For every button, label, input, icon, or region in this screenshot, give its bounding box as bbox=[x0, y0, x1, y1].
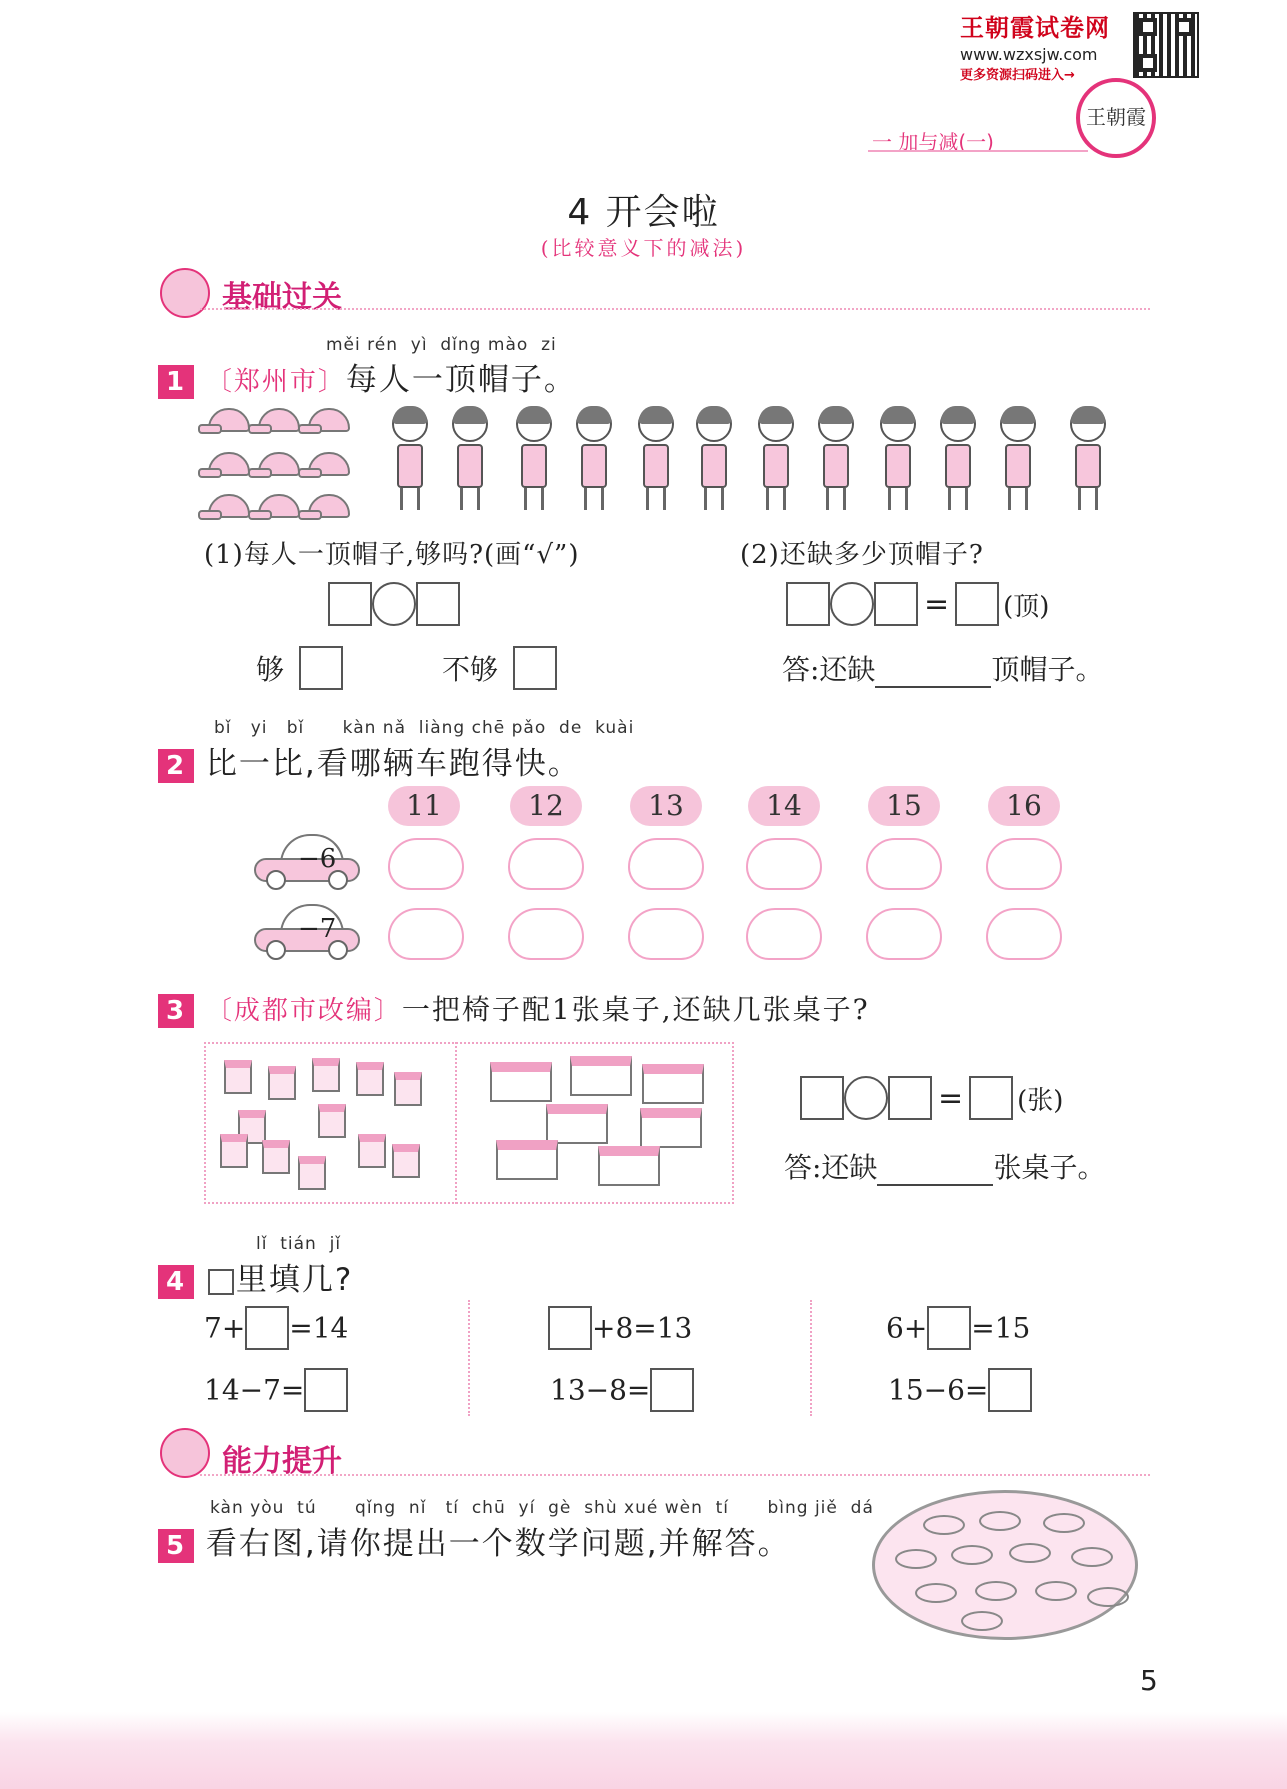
table-with-plates-image bbox=[872, 1490, 1138, 1640]
child-figure bbox=[1068, 406, 1108, 516]
seal-logo bbox=[1076, 78, 1156, 158]
equation-text: 15−6= bbox=[888, 1373, 989, 1407]
answer-cloud[interactable] bbox=[866, 908, 942, 960]
answer-box[interactable] bbox=[874, 582, 918, 626]
cap-icon bbox=[208, 408, 250, 432]
cap-icon bbox=[208, 452, 250, 476]
q1-notenough-row bbox=[442, 646, 557, 690]
q5-line bbox=[158, 1518, 791, 1563]
answer-suffix: 顶帽子。 bbox=[991, 653, 1104, 686]
panel-divider bbox=[455, 1042, 457, 1204]
number-pill: 12 bbox=[510, 786, 582, 826]
child-figure bbox=[756, 406, 796, 516]
q1-text: 每人一顶帽子。 bbox=[345, 362, 577, 398]
chair-icon bbox=[220, 1134, 248, 1168]
plate-icon bbox=[1009, 1543, 1051, 1563]
chair-icon bbox=[358, 1134, 386, 1168]
q4-col2-row1 bbox=[548, 1306, 692, 1350]
q2-text: 比一比,看哪辆车跑得快。 bbox=[205, 746, 581, 782]
equation-text: 13−8= bbox=[550, 1373, 651, 1407]
answer-cloud[interactable] bbox=[628, 908, 704, 960]
answer-cloud[interactable] bbox=[746, 908, 822, 960]
equals-sign: = bbox=[938, 1080, 964, 1116]
answer-cloud[interactable] bbox=[628, 838, 704, 890]
equation-text: =14 bbox=[289, 1311, 349, 1345]
unit-label: (张) bbox=[1017, 1085, 1064, 1116]
not-enough-checkbox[interactable] bbox=[513, 646, 557, 690]
answer-box[interactable] bbox=[245, 1306, 289, 1350]
chair-icon bbox=[318, 1104, 346, 1138]
answer-box[interactable] bbox=[548, 1306, 592, 1350]
plate-icon bbox=[979, 1511, 1021, 1531]
chair-icon bbox=[224, 1060, 252, 1094]
q1-tag: 〔郑州市〕 bbox=[205, 367, 346, 397]
cap-icon bbox=[258, 494, 300, 518]
chapter-label: 一 加与减(一) bbox=[872, 130, 994, 154]
answer-box[interactable] bbox=[650, 1368, 694, 1412]
cap-icon bbox=[308, 452, 350, 476]
column-divider bbox=[468, 1300, 470, 1416]
child-figure bbox=[450, 406, 490, 516]
brand-block bbox=[960, 8, 1160, 83]
brand-url[interactable]: www.wzxsjw.com bbox=[960, 45, 1098, 64]
answer-prefix: 答:还缺 bbox=[784, 1151, 878, 1184]
equation-text: 6+ bbox=[886, 1311, 928, 1345]
plate-icon bbox=[975, 1581, 1017, 1601]
brand-name: 王朝霞试卷网 bbox=[960, 14, 1110, 42]
seal-text: 王朝霞 bbox=[1086, 105, 1146, 129]
chair-icon bbox=[394, 1072, 422, 1106]
q4-number: 4 bbox=[158, 1265, 194, 1299]
answer-prefix: 答:还缺 bbox=[782, 653, 876, 686]
q3-tag: 〔成都市改编〕 bbox=[205, 996, 402, 1026]
q4-col1-row2 bbox=[204, 1368, 348, 1412]
chair-icon bbox=[268, 1066, 296, 1100]
plate-icon bbox=[951, 1545, 993, 1565]
chair-icon bbox=[312, 1058, 340, 1092]
not-enough-label: 不够 bbox=[442, 653, 499, 686]
operator-circle[interactable] bbox=[830, 582, 874, 626]
desk-icon bbox=[570, 1056, 632, 1096]
section-advanced-divider bbox=[200, 1474, 1150, 1476]
answer-suffix: 张桌子。 bbox=[993, 1151, 1106, 1184]
plate-icon bbox=[915, 1583, 957, 1603]
child-figure bbox=[574, 406, 614, 516]
answer-box[interactable] bbox=[988, 1368, 1032, 1412]
answer-blank[interactable] bbox=[877, 1156, 993, 1186]
q4-col1-row1 bbox=[204, 1306, 348, 1350]
compare-circle[interactable] bbox=[372, 582, 416, 626]
answer-box[interactable] bbox=[328, 582, 372, 626]
child-figure bbox=[998, 406, 1038, 516]
answer-blank[interactable] bbox=[875, 658, 991, 688]
section-basic-divider bbox=[200, 308, 1150, 310]
plate-icon bbox=[1071, 1547, 1113, 1567]
equation-text: 14−7= bbox=[204, 1373, 305, 1407]
answer-cloud[interactable] bbox=[388, 838, 464, 890]
section-basic-icon bbox=[160, 268, 210, 318]
q1-answer-row bbox=[782, 648, 1103, 688]
equation-text: +8=13 bbox=[592, 1311, 693, 1345]
answer-cloud[interactable] bbox=[986, 908, 1062, 960]
answer-box[interactable] bbox=[416, 582, 460, 626]
column-divider bbox=[810, 1300, 812, 1416]
number-pill: 14 bbox=[748, 786, 820, 826]
cap-icon bbox=[308, 408, 350, 432]
section-advanced-icon bbox=[160, 1428, 210, 1478]
section-basic-title: 基础过关 bbox=[222, 280, 342, 315]
answer-cloud[interactable] bbox=[388, 908, 464, 960]
car1-operation: −6 bbox=[298, 844, 337, 874]
q3-equation-row bbox=[800, 1076, 1063, 1120]
answer-cloud[interactable] bbox=[508, 908, 584, 960]
answer-box[interactable] bbox=[786, 582, 830, 626]
q4-pinyin: lǐ tián jǐ bbox=[256, 1234, 342, 1254]
desk-icon bbox=[640, 1108, 702, 1148]
q4-text: 里填几? bbox=[235, 1262, 354, 1298]
q3-line bbox=[158, 988, 870, 1028]
answer-box[interactable] bbox=[800, 1076, 844, 1120]
q3-text: 一把椅子配1张桌子,还缺几张桌子? bbox=[401, 993, 870, 1026]
answer-box[interactable] bbox=[927, 1306, 971, 1350]
child-figure bbox=[938, 406, 978, 516]
unit-label: (顶) bbox=[1003, 591, 1050, 622]
box-symbol-icon bbox=[208, 1269, 234, 1295]
cap-icon bbox=[308, 494, 350, 518]
child-figure bbox=[636, 406, 676, 516]
page-number: 5 bbox=[1140, 1664, 1158, 1697]
lesson-subtitle: (比较意义下的减法) bbox=[540, 236, 747, 260]
answer-cloud[interactable] bbox=[508, 838, 584, 890]
q4-col2-row2 bbox=[550, 1368, 694, 1412]
lesson-title: 4 开会啦 bbox=[567, 192, 720, 233]
chair-icon bbox=[262, 1140, 290, 1174]
desk-icon bbox=[642, 1064, 704, 1104]
footer-band bbox=[0, 1712, 1287, 1789]
desk-icon bbox=[546, 1104, 608, 1144]
equation-text: =15 bbox=[971, 1311, 1031, 1345]
q1-equation-row bbox=[786, 582, 1049, 626]
child-figure bbox=[390, 406, 430, 516]
q5-text: 看右图,请你提出一个数学问题,并解答。 bbox=[205, 1526, 791, 1562]
chair-icon bbox=[298, 1156, 326, 1190]
answer-cloud[interactable] bbox=[866, 838, 942, 890]
q3-number: 3 bbox=[158, 994, 194, 1028]
number-pill: 13 bbox=[630, 786, 702, 826]
equals-sign: = bbox=[924, 586, 950, 622]
desk-icon bbox=[490, 1062, 552, 1102]
q4-line bbox=[158, 1254, 353, 1299]
q3-answer-row bbox=[784, 1146, 1105, 1186]
q2-line bbox=[158, 738, 581, 783]
number-pill: 11 bbox=[388, 786, 460, 826]
enough-checkbox[interactable] bbox=[299, 646, 343, 690]
desk-icon bbox=[598, 1146, 660, 1186]
q1-compare-row bbox=[328, 582, 460, 626]
q1-enough-row bbox=[256, 646, 343, 690]
enough-label: 够 bbox=[256, 653, 285, 686]
qr-code-icon[interactable] bbox=[1133, 12, 1199, 78]
q5-number: 5 bbox=[158, 1529, 194, 1563]
plate-icon bbox=[961, 1611, 1003, 1631]
plate-icon bbox=[1043, 1513, 1085, 1533]
q2-number: 2 bbox=[158, 749, 194, 783]
answer-box[interactable] bbox=[969, 1076, 1013, 1120]
q2-pinyin: bǐ yi bǐ kàn nǎ liàng chē pǎo de kuài bbox=[214, 718, 635, 738]
desk-icon bbox=[496, 1140, 558, 1180]
answer-box[interactable] bbox=[304, 1368, 348, 1412]
q1-line bbox=[158, 354, 577, 399]
plate-icon bbox=[895, 1549, 937, 1569]
cap-icon bbox=[208, 494, 250, 518]
operator-circle[interactable] bbox=[844, 1076, 888, 1120]
child-figure bbox=[514, 406, 554, 516]
chair-icon bbox=[356, 1062, 384, 1096]
child-figure bbox=[878, 406, 918, 516]
brand-tagline: 更多资源扫码进入→ bbox=[960, 68, 1075, 83]
q5-pinyin: kàn yòu tú qǐng nǐ tí chū yí gè shù xué wèn tí bìng jiě dá bbox=[210, 1498, 874, 1518]
answer-cloud[interactable] bbox=[746, 838, 822, 890]
number-pill: 15 bbox=[868, 786, 940, 826]
q1-sub2: (2)还缺多少顶帽子? bbox=[740, 540, 984, 570]
chapter-underline bbox=[868, 150, 1088, 152]
q1-pinyin: měi rén yì dǐng mào zi bbox=[326, 335, 557, 355]
chair-icon bbox=[392, 1144, 420, 1178]
q1-sub1: (1)每人一顶帽子,够吗?(画“√”) bbox=[204, 540, 580, 570]
q4-col3-row1 bbox=[886, 1306, 1030, 1350]
answer-cloud[interactable] bbox=[986, 838, 1062, 890]
child-figure bbox=[816, 406, 856, 516]
plate-icon bbox=[1087, 1587, 1129, 1607]
answer-box[interactable] bbox=[955, 582, 999, 626]
cap-icon bbox=[258, 452, 300, 476]
equation-text: 7+ bbox=[204, 1311, 246, 1345]
q4-col3-row2 bbox=[888, 1368, 1032, 1412]
section-advanced-title: 能力提升 bbox=[222, 1444, 342, 1479]
car2-operation: −7 bbox=[298, 914, 337, 944]
number-pill: 16 bbox=[988, 786, 1060, 826]
answer-box[interactable] bbox=[888, 1076, 932, 1120]
cap-icon bbox=[258, 408, 300, 432]
plate-icon bbox=[1035, 1581, 1077, 1601]
child-figure bbox=[694, 406, 734, 516]
plate-icon bbox=[923, 1515, 965, 1535]
q1-number: 1 bbox=[158, 365, 194, 399]
